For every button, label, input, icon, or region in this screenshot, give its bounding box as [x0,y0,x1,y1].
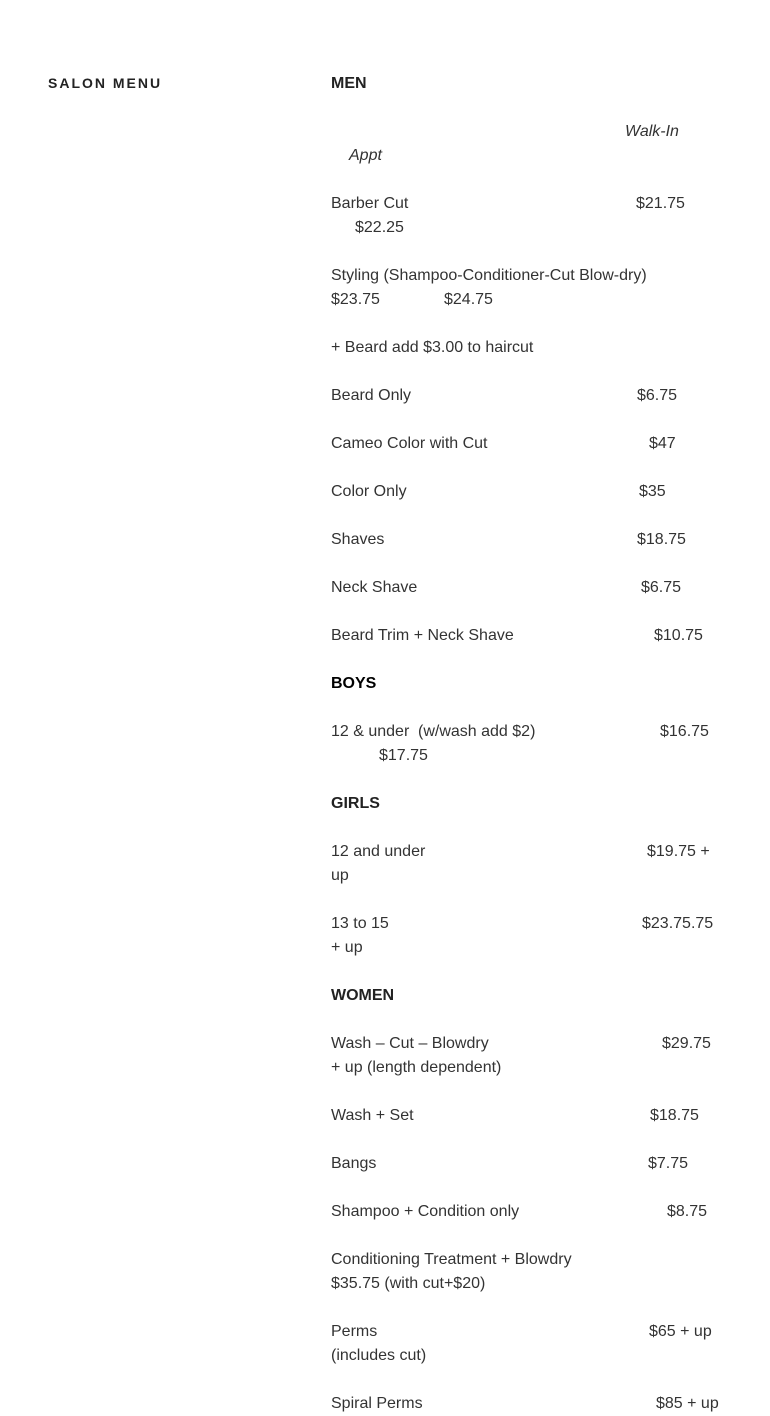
item-note: $35.75 (with cut+$20) [331,1275,486,1292]
item-label: Shaves [331,531,385,548]
item-note: (w/wash add $2) [418,723,536,740]
menu-item-girls-13-15 [331,912,731,936]
item-label: Bangs [331,1155,377,1172]
menu-item-boys-12-under [331,720,731,744]
item-price: $85 + up [656,1395,719,1412]
item-label: Styling (Shampoo-Conditioner-Cut Blow-dry) [331,267,647,284]
item-price-suffix: up [331,867,349,884]
item-label: Beard Trim + Neck Shave [331,627,514,644]
appt-price: $22.25 [355,219,404,236]
item-price: $10.75 [654,627,703,644]
item-label: Conditioning Treatment + Blowdry [331,1251,572,1268]
item-label: Neck Shave [331,579,418,596]
item-label: Wash + Set [331,1107,414,1124]
walk-in-price: $21.75 [636,195,685,212]
beard-add-note: + Beard add $3.00 to haircut [331,339,534,356]
appt-price: $24.75 [444,291,493,308]
menu-item-perms [331,1320,731,1344]
item-price: $18.75 [650,1107,699,1124]
item-price: $6.75 [641,579,682,596]
walk-in-price: $16.75 [660,723,709,740]
section-heading-men: MEN [331,75,367,92]
item-label: 13 to 15 [331,915,389,932]
menu-item-styling [331,264,731,288]
item-label: Shampoo + Condition only [331,1203,520,1220]
menu-item-wash-cut-blowdry [331,1032,731,1056]
column-header-row [331,120,731,144]
item-price: $18.75 [637,531,686,548]
item-price: $7.75 [648,1155,689,1172]
section-heading-boys: BOYS [331,675,377,692]
item-label: Barber Cut [331,195,409,212]
menu-item-cameo-color [331,432,731,456]
menu-content [331,72,731,1416]
menu-item-spiral-perms [331,1392,731,1416]
item-price: $47 [649,435,676,452]
item-price: $35 [639,483,666,500]
item-label: 12 and under [331,843,426,860]
menu-item-wash-set [331,1104,731,1128]
item-label: Spiral Perms [331,1395,423,1412]
item-label: Color Only [331,483,407,500]
item-note: (includes cut) [331,1347,427,1364]
item-price: $29.75 [662,1035,711,1052]
menu-item-shampoo-condition [331,1200,731,1224]
item-price: $23.75.75 [642,915,714,932]
menu-item-barber-cut [331,192,731,216]
item-label: Beard Only [331,387,412,404]
appt-price: $17.75 [379,747,428,764]
item-price-suffix: + up [331,939,363,956]
menu-item-neck-shave [331,576,731,600]
item-price: $19.75 + [647,843,710,860]
item-label: Wash – Cut – Blowdry [331,1035,489,1052]
item-label: Perms [331,1323,378,1340]
menu-item-conditioning [331,1248,731,1272]
appt-column-header: Appt [349,147,382,164]
walk-in-column-header: Walk-In [625,123,679,140]
page-title: SALON MENU [48,75,163,91]
item-label: 12 & under [331,723,410,740]
menu-item-bangs [331,1152,731,1176]
column-header-row-2 [331,144,731,168]
walk-in-price: $23.75 [331,291,380,308]
item-note: + up (length dependent) [331,1059,502,1076]
menu-item-beard-trim [331,624,731,648]
item-price: $8.75 [667,1203,708,1220]
menu-item-girls-12-under [331,840,731,864]
menu-item-color-only [331,480,731,504]
menu-item-shaves [331,528,731,552]
section-heading-women: WOMEN [331,987,395,1004]
section-heading-girls: GIRLS [331,795,380,812]
item-price: $6.75 [637,387,678,404]
item-price: $65 + up [649,1323,712,1340]
item-label: Cameo Color with Cut [331,435,488,452]
menu-item-beard-only [331,384,731,408]
